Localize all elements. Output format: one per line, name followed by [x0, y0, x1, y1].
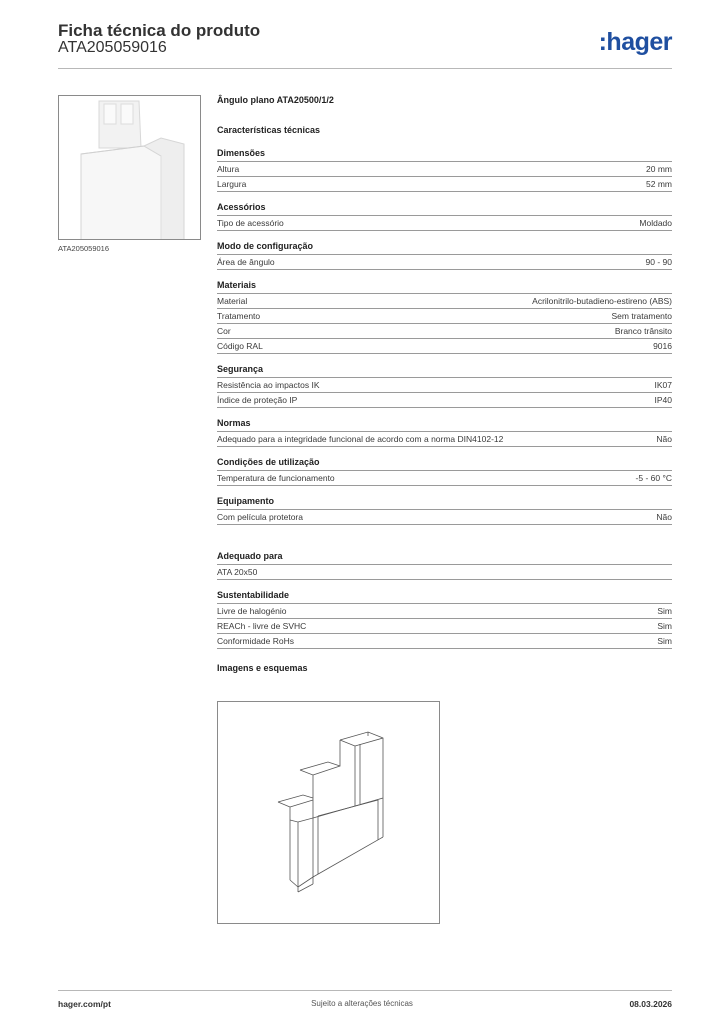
section-title: Segurança	[217, 364, 672, 378]
spec-value: 20 mm	[646, 164, 672, 174]
spec-value: Sim	[657, 636, 672, 646]
product-thumbnail	[58, 95, 201, 240]
product-photo-icon	[59, 96, 201, 240]
spec-row	[217, 216, 672, 231]
spec-value: Sem tratamento	[611, 311, 672, 321]
footer-website-link[interactable]: hager.com/pt	[58, 999, 111, 1009]
spec-row	[217, 255, 672, 270]
spec-value: Acrilonitrilo-butadieno-estireno (ABS)	[532, 296, 672, 306]
spec-row	[217, 309, 672, 324]
spec-sections-2	[217, 551, 672, 649]
product-code: ATA205059016	[58, 39, 167, 56]
section-title: Equipamento	[217, 496, 672, 510]
spec-row	[217, 604, 672, 619]
spec-value: Não	[656, 512, 672, 522]
spec-section	[217, 418, 672, 447]
spec-value: 52 mm	[646, 179, 672, 189]
section-title: Adequado para	[217, 551, 672, 565]
spec-label: Altura	[217, 164, 240, 174]
spec-label: Tratamento	[217, 311, 261, 321]
section-title: Materiais	[217, 280, 672, 294]
spec-section	[217, 590, 672, 649]
spec-section	[217, 364, 672, 408]
spec-row	[217, 378, 672, 393]
spec-label: Com película protetora	[217, 512, 303, 522]
spec-label: REACh - livre de SVHC	[217, 621, 307, 631]
spec-value: Moldado	[639, 218, 672, 228]
spec-row	[217, 471, 672, 486]
spec-label: Índice de proteção IP	[217, 395, 298, 405]
section-title: Condições de utilização	[217, 457, 672, 471]
page-title: Ficha técnica do produto	[58, 21, 261, 40]
spec-row	[217, 432, 672, 447]
spec-value: IP40	[654, 395, 672, 405]
spec-section	[217, 496, 672, 525]
spec-sections	[217, 148, 672, 525]
spec-label: Resistência ao impactos IK	[217, 380, 320, 390]
spec-label: Temperatura de funcionamento	[217, 473, 335, 483]
spec-value: -5 - 60 °C	[635, 473, 672, 483]
spec-label: Largura	[217, 179, 247, 189]
spec-value: Branco trânsito	[614, 326, 672, 336]
spec-label: Código RAL	[217, 341, 263, 351]
spec-value: Sim	[657, 621, 672, 631]
spec-row	[217, 634, 672, 649]
section-title: Acessórios	[217, 202, 672, 216]
section-title: Normas	[217, 418, 672, 432]
spec-row	[217, 565, 672, 580]
tech-title: Características técnicas	[217, 125, 321, 135]
spec-value: Sim	[657, 606, 672, 616]
spec-row	[217, 619, 672, 634]
spec-label: Adequado para a integridade funcional de acordo com a norma DIN4102-12	[217, 434, 504, 444]
header-divider	[58, 68, 672, 69]
spec-label: Conformidade RoHs	[217, 636, 295, 646]
section-title: Modo de configuração	[217, 241, 672, 255]
images-title: Imagens e esquemas	[217, 663, 308, 673]
spec-value: IK07	[654, 380, 672, 390]
spec-value: 90 - 90	[645, 257, 672, 267]
spec-row	[217, 510, 672, 525]
spec-label: ATA 20x50	[217, 567, 258, 577]
spec-section	[217, 241, 672, 270]
spec-value: Não	[656, 434, 672, 444]
thumbnail-caption: ATA205059016	[58, 244, 110, 253]
spec-section	[217, 551, 672, 580]
footer-note: Sujeito a alterações técnicas	[311, 999, 413, 1008]
hager-logo: :hager	[598, 28, 672, 56]
spec-row	[217, 393, 672, 408]
product-name: Ângulo plano ATA20500/1/2	[217, 95, 334, 105]
spec-content	[217, 95, 672, 683]
technical-drawing	[217, 701, 440, 924]
footer-date: 08.03.2026	[629, 999, 672, 1009]
spec-section	[217, 202, 672, 231]
spec-label: Material	[217, 296, 248, 306]
spec-label: Livre de halogénio	[217, 606, 287, 616]
spec-label: Tipo de acessório	[217, 218, 284, 228]
spec-section	[217, 280, 672, 354]
spec-row	[217, 324, 672, 339]
spec-row	[217, 162, 672, 177]
spec-label: Cor	[217, 326, 231, 336]
spec-row	[217, 294, 672, 309]
section-title: Dimensões	[217, 148, 672, 162]
spec-row	[217, 177, 672, 192]
spec-section	[217, 457, 672, 486]
spec-row	[217, 339, 672, 354]
spec-value: 9016	[653, 341, 672, 351]
spec-label: Área de ângulo	[217, 257, 275, 267]
flat-angle-drawing-icon	[218, 702, 439, 923]
footer-divider	[58, 990, 672, 991]
spec-section	[217, 148, 672, 192]
section-title: Sustentabilidade	[217, 590, 672, 604]
